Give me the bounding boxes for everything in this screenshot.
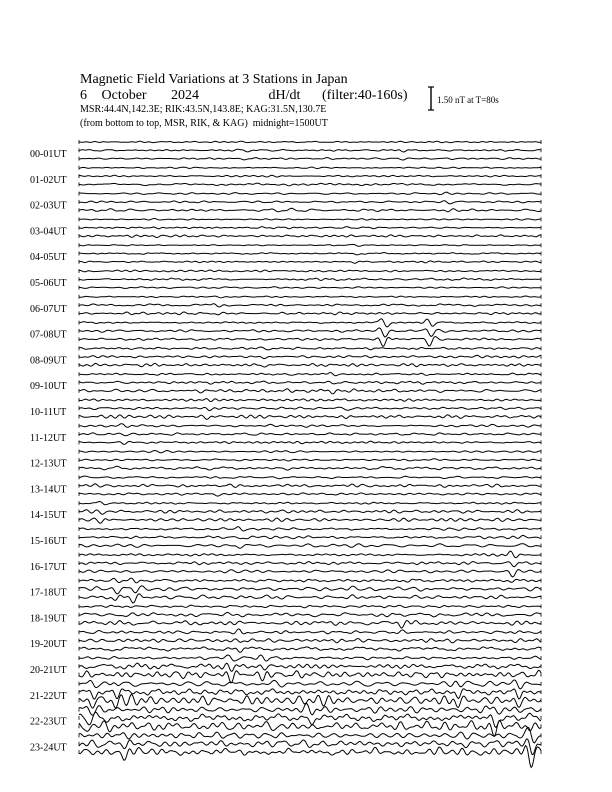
- trace-msr: [79, 208, 541, 211]
- trace-msr: [79, 621, 541, 629]
- trace-rik: [79, 689, 541, 699]
- trace-rik: [79, 407, 541, 411]
- trace-rik: [79, 201, 541, 204]
- trace-kag: [79, 244, 541, 246]
- row-label: 02-03UT: [30, 200, 67, 212]
- midnight-note: midnight=1500UT: [252, 118, 328, 129]
- row-label: 19-20UT: [30, 639, 67, 651]
- row-label: 07-08UT: [30, 329, 67, 341]
- row-label: 16-17UT: [30, 561, 67, 573]
- trace-msr: [79, 493, 541, 496]
- trace-rik: [79, 355, 541, 358]
- trace-rik: [79, 328, 541, 337]
- trace-msr: [79, 337, 541, 347]
- trace-kag: [79, 373, 541, 376]
- trace-msr: [79, 261, 541, 263]
- trace-kag: [79, 141, 541, 143]
- row-labels: [30, 149, 67, 753]
- trace-kag: [79, 270, 541, 272]
- trace-msr: [79, 235, 541, 238]
- trace-kag: [79, 399, 541, 402]
- trace-msr: [79, 746, 541, 768]
- trace-kag: [79, 192, 541, 195]
- trace-rik: [79, 612, 541, 616]
- row-label: 12-13UT: [30, 458, 67, 470]
- trace-msr: [79, 183, 541, 186]
- trace-rik: [79, 510, 541, 515]
- trace-msr: [79, 544, 541, 549]
- row-label: 21-22UT: [30, 690, 67, 702]
- trace-msr: [79, 287, 541, 289]
- trace-msr: [79, 389, 541, 394]
- trace-kag: [79, 167, 541, 169]
- trace-rik: [79, 149, 541, 152]
- station-coordinates: MSR:44.4N,142.3E; RIK:43.5N,143.8E; KAG:31.5N,130.7E: [80, 104, 327, 115]
- row-label: 11-12UT: [30, 432, 67, 444]
- station-order-note: (from bottom to top, MSR, RIK, & KAG): [80, 118, 248, 129]
- trace-kag: [79, 476, 541, 479]
- chart-title: Magnetic Field Variations at 3 Stations in Japan: [80, 72, 348, 87]
- trace-kag: [79, 727, 541, 743]
- row-label: 03-04UT: [30, 226, 67, 238]
- trace-kag: [79, 424, 541, 428]
- trace-msr: [79, 670, 541, 683]
- quantity-label: dH/dt: [268, 88, 301, 103]
- trace-rik: [79, 175, 541, 177]
- trace-rik: [79, 535, 541, 538]
- trace-msr: [79, 694, 541, 708]
- trace-kag: [79, 680, 541, 689]
- trace-msr: [79, 594, 541, 603]
- row-label: 20-21UT: [30, 665, 67, 676]
- date-year: 2024: [171, 88, 199, 103]
- trace-kag: [79, 527, 541, 531]
- trace-rik: [79, 586, 541, 594]
- trace-kag: [79, 296, 541, 298]
- date-day: 6: [80, 88, 87, 103]
- trace-msr: [79, 647, 541, 652]
- row-label: 15-16UT: [30, 536, 67, 547]
- row-label: 18-19UT: [30, 613, 67, 625]
- trace-kag: [79, 578, 541, 583]
- trace-kag: [79, 219, 541, 221]
- row-label: 10-11UT: [30, 407, 67, 418]
- traces: [79, 140, 541, 767]
- trace-kag: [79, 502, 541, 505]
- trace-kag: [79, 605, 541, 608]
- trace-kag: [79, 347, 541, 350]
- row-label: 17-18UT: [30, 587, 67, 599]
- trace-kag: [79, 629, 541, 634]
- trace-msr: [79, 158, 541, 160]
- trace-kag: [79, 551, 541, 558]
- scale-bar-label: 1.50 nT at T=80s: [437, 95, 499, 105]
- trace-rik: [79, 712, 541, 727]
- trace-rik: [79, 304, 541, 307]
- trace-rik: [79, 433, 541, 436]
- trace-kag: [79, 703, 541, 715]
- row-label: 23-24UT: [30, 742, 67, 754]
- row-label: 08-09UT: [30, 355, 67, 367]
- row-label: 04-05UT: [30, 252, 67, 264]
- row-label: 14-15UT: [30, 510, 67, 522]
- trace-rik: [79, 459, 541, 461]
- trace-rik: [79, 278, 541, 281]
- trace-rik: [79, 227, 541, 229]
- row-label: 09-10UT: [30, 381, 67, 393]
- trace-rik: [79, 562, 541, 567]
- trace-kag: [79, 451, 541, 453]
- trace-msr: [79, 415, 541, 420]
- trace-msr: [79, 441, 541, 444]
- trace-rik: [79, 253, 541, 255]
- trace-msr: [79, 570, 541, 577]
- date-month: October: [101, 88, 147, 103]
- trace-rik: [79, 663, 541, 671]
- trace-kag: [79, 319, 541, 327]
- row-label: 01-02UT: [30, 174, 67, 186]
- row-label: 00-01UT: [30, 149, 67, 160]
- row-label: 06-07UT: [30, 303, 67, 315]
- trace-rik: [79, 484, 541, 488]
- row-label: 05-06UT: [30, 278, 67, 289]
- row-label: 22-23UT: [30, 716, 67, 728]
- trace-msr: [79, 363, 541, 367]
- trace-kag: [79, 655, 541, 661]
- filter-label: (filter:40-160s): [322, 88, 408, 103]
- trace-rik: [79, 381, 541, 384]
- trace-rik: [79, 639, 541, 643]
- scale-bar: [428, 87, 434, 110]
- trace-msr: [79, 312, 541, 315]
- trace-msr: [79, 466, 541, 470]
- trace-msr: [79, 518, 541, 523]
- row-label: 13-14UT: [30, 484, 67, 496]
